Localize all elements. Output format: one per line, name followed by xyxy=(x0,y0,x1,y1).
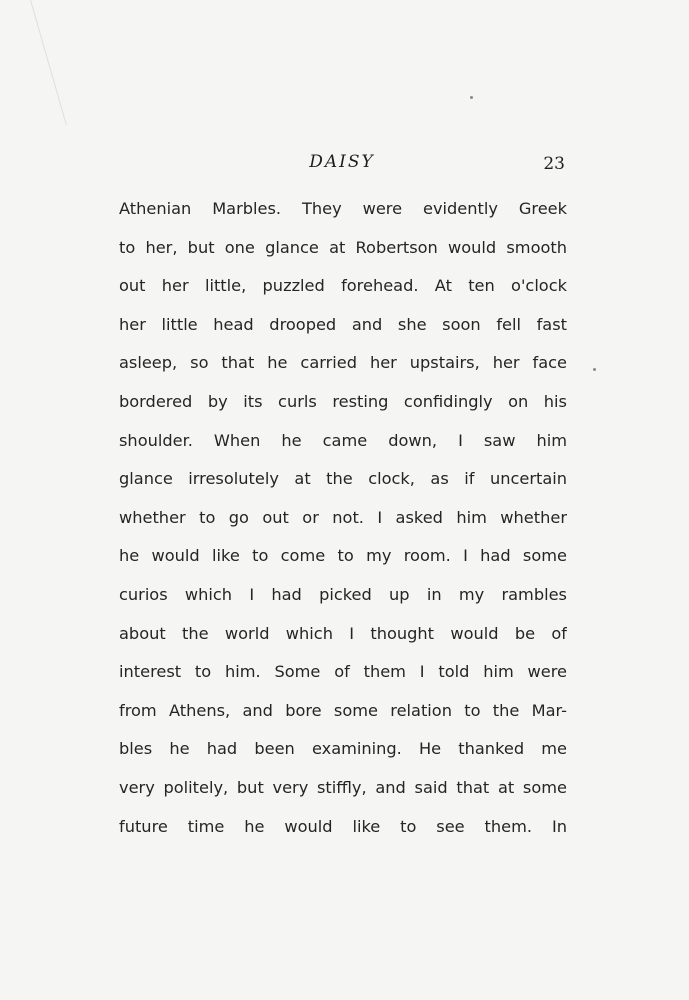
text-line: bordered by its curls resting confidingly on his xyxy=(119,391,567,411)
text-line: curios which I had picked up in my rambles xyxy=(119,584,567,604)
text-line: from Athens, and bore some relation to the Mar- xyxy=(119,700,567,720)
text-line: shoulder. When he came down, I saw him xyxy=(119,430,567,450)
text-line: Athenian Marbles. They were evidently Greek xyxy=(119,199,567,218)
text-line: bles he had been examining. He thanked me xyxy=(119,739,567,759)
page-speck xyxy=(593,368,596,371)
text-line: future time he would like to see them. In xyxy=(119,816,567,836)
page-speck xyxy=(470,96,473,99)
page-scratch-mark xyxy=(30,0,67,125)
text-line: whether to go out or not. I asked him whether xyxy=(119,507,567,527)
text-line: very politely, but very stiffly, and said that at some xyxy=(119,777,567,797)
text-line: glance irresolutely at the clock, as if uncertain xyxy=(119,469,567,489)
text-line: asleep, so that he carried her upstairs, her face xyxy=(119,353,567,373)
running-head xyxy=(119,152,565,178)
text-line: interest to him. Some of them I told him were xyxy=(119,662,567,682)
text-line: her little head drooped and she soon fell fast xyxy=(119,314,567,334)
body-text xyxy=(119,190,567,846)
text-line: about the world which I thought would be of xyxy=(119,623,567,643)
page-number: 23 xyxy=(543,154,565,174)
text-line: to her, but one glance at Robertson would smooth xyxy=(119,237,567,257)
text-line: he would like to come to my room. I had some xyxy=(119,546,567,566)
text-line: out her little, puzzled forehead. At ten o'clock xyxy=(119,276,567,296)
running-head-title: DAISY xyxy=(309,152,375,172)
